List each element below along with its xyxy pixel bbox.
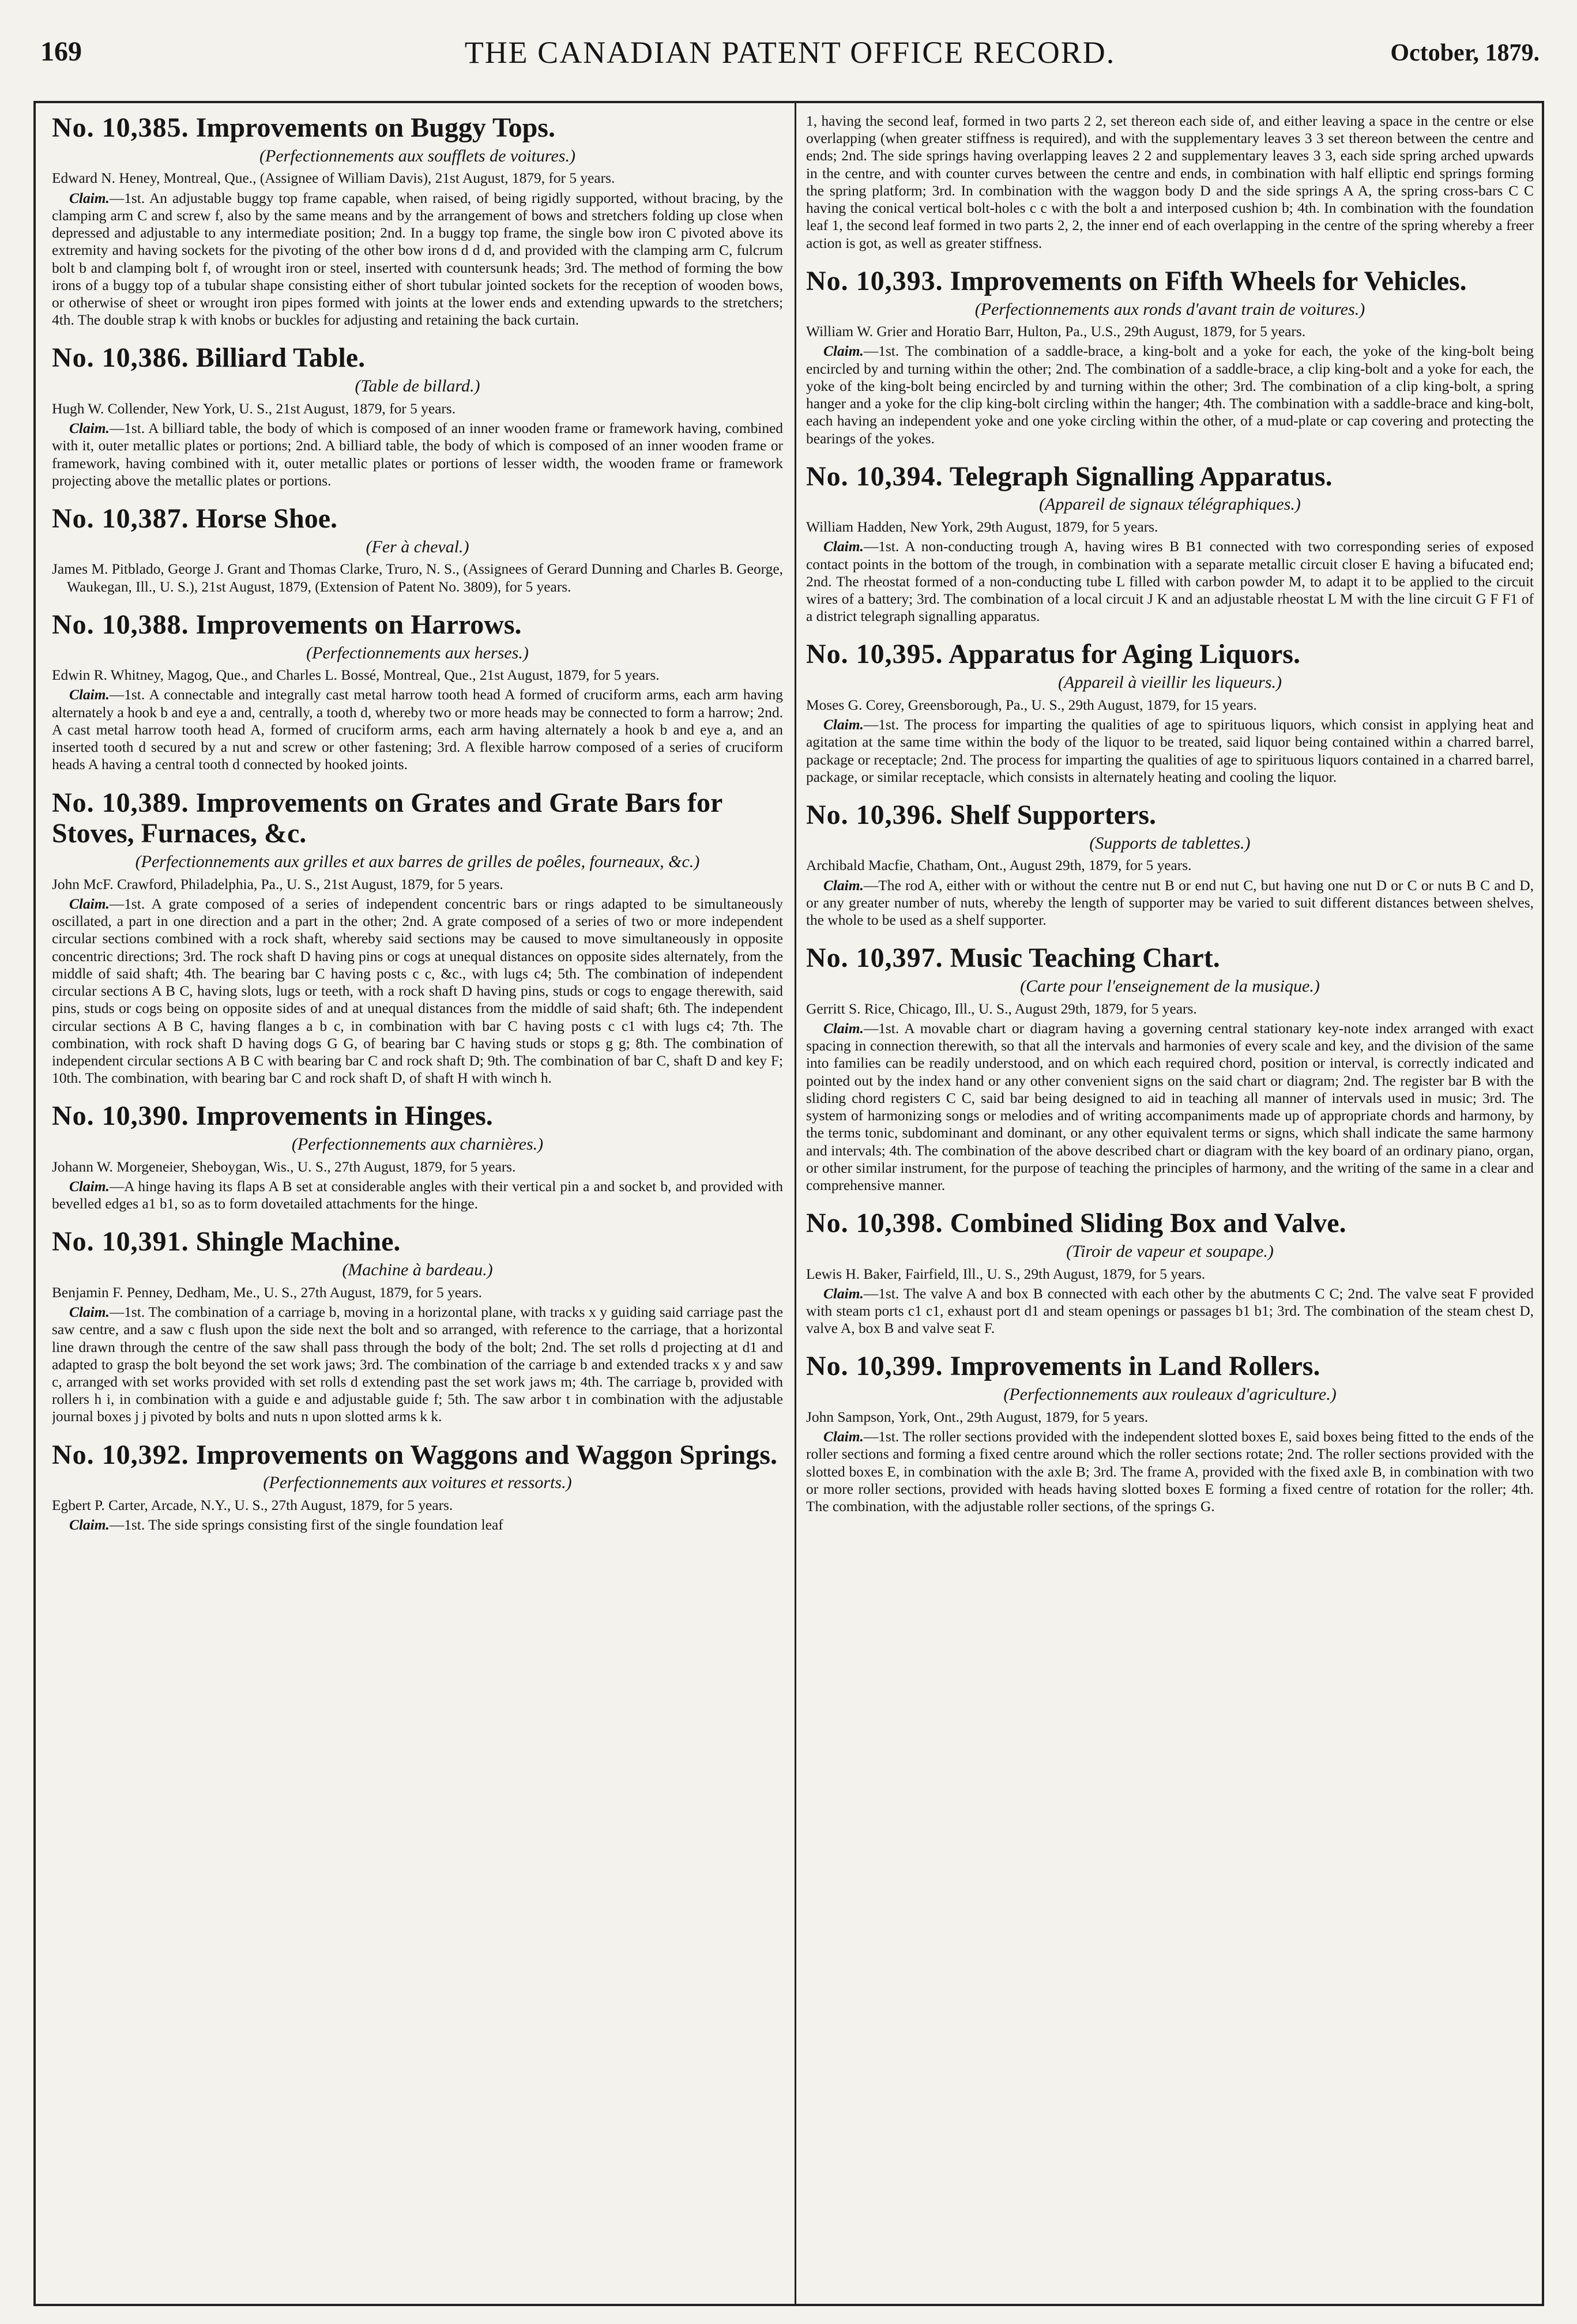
patent-number: No. 10,396. bbox=[806, 800, 943, 830]
column-divider bbox=[795, 103, 796, 2305]
patent-title: Apparatus for Aging Liquors. bbox=[949, 639, 1300, 670]
patent-number: No. 10,398. bbox=[806, 1208, 943, 1239]
patent-title: Combined Sliding Box and Valve. bbox=[950, 1208, 1346, 1239]
patent-title: Improvements on Fifth Wheels for Vehicles. bbox=[950, 265, 1467, 296]
claim-body: —1st. An adjustable buggy top frame capable, when raised, of being rigidly supported, without bracing, by the clamping arm C and screw f, also by the same means and by the arrangement of bows and stretchers folding up close when depressed and adjustable to any intermediate position; 2nd. In a buggy top frame, the single bow iron C pivoted above its extremity and having sockets for the pivoting of the other bow irons d d d, and provided with the clamping arm C, fulcrum bolt b and clamping bolt f, of wrought iron or steel, inserted with countersunk heads; 3rd. The method of forming the bow irons of a buggy top of a tubular shape consisting either of short tubular jointed sockets for the reception of wooden bows, or otherwise of sheet or wrought iron pipes formed with joints at the lower ends and extending upwards to the stretchers; 4th. The double strap k with knobs or buckles for adjusting and retaining the back curtain. bbox=[52, 190, 783, 329]
patentee: Egbert P. Carter, Arcade, N.Y., U. S., 27th August, 1879, for 5 years. bbox=[52, 1497, 453, 1514]
patent-title: Shelf Supporters. bbox=[950, 800, 1157, 830]
patent-entry bbox=[806, 112, 1534, 252]
patent-number: No. 10,399. bbox=[806, 1351, 943, 1382]
claim-label: Claim. bbox=[69, 1178, 110, 1195]
patent-title: Improvements in Land Rollers. bbox=[950, 1351, 1320, 1382]
claim-label: Claim. bbox=[823, 1285, 864, 1302]
patent-title: Improvements in Hinges. bbox=[195, 1101, 493, 1132]
claim-label: Claim. bbox=[823, 877, 864, 894]
claim-body: —1st. The roller sections provided with the independent slotted boxes E, said boxes being fitted to the ends of the roller sections and forming a fixed centre around which the roller sections rotate; 2nd. The roller sections provided with the slotted boxes E, in combination with the axle B; 3rd. The frame A, provided with the fixed axle B, in combination with two or more roller sections, provided with heads having slotted boxes E forming a fixed centre of rotation for the roller; 4th. The combination, with the adjustable roller sections, of the springs G. bbox=[806, 1429, 1534, 1515]
patent-heading bbox=[806, 639, 1534, 670]
patent-heading bbox=[806, 461, 1534, 492]
patent-number: No. 10,392. bbox=[52, 1439, 189, 1470]
patent-title: Shingle Machine. bbox=[195, 1226, 401, 1257]
patent-heading bbox=[52, 503, 783, 534]
claim-text bbox=[806, 342, 1534, 447]
claim-label: Claim. bbox=[823, 343, 864, 360]
patentee: Hugh W. Collender, New York, U. S., 21st August, 1879, for 5 years. bbox=[52, 400, 456, 417]
patent-number: No. 10,390. bbox=[52, 1101, 189, 1132]
claim-text bbox=[806, 1285, 1534, 1338]
french-title: (Supports de tablettes.) bbox=[1089, 833, 1251, 853]
patentee: Moses G. Corey, Greensborough, Pa., U. S., 29th August, 1879, for 15 years. bbox=[806, 696, 1257, 713]
page-number: 169 bbox=[40, 36, 82, 67]
patent-title: Improvements on Buggy Tops. bbox=[195, 112, 555, 143]
claim-text bbox=[52, 1178, 783, 1212]
claim-text bbox=[806, 1020, 1534, 1194]
patent-entry bbox=[52, 1101, 783, 1212]
patent-entry bbox=[52, 609, 783, 774]
french-title: (Perfectionnements aux grilles et aux barres de grilles de poêles, fourneaux, &c.) bbox=[135, 852, 700, 872]
claim-label: Claim. bbox=[69, 895, 110, 912]
claim-text bbox=[52, 1304, 783, 1426]
patentee: John Sampson, York, Ont., 29th August, 1879, for 5 years. bbox=[806, 1408, 1149, 1425]
page-header bbox=[40, 31, 1540, 71]
patent-entry bbox=[52, 342, 783, 489]
claim-body: —A hinge having its flaps A B set at considerable angles with their vertical pin a and socket b, and provided with bevelled edges a1 b1, so as to form dovetailed attachments for the hinge. bbox=[52, 1178, 783, 1212]
patent-heading bbox=[52, 1101, 783, 1132]
french-title: (Perfectionnements aux charnières.) bbox=[291, 1135, 544, 1154]
patentee: William Hadden, New York, 29th August, 1879, for 5 years. bbox=[806, 519, 1158, 536]
claim-body: —1st. A connectable and integrally cast metal harrow tooth head A formed of cruciform arms, each arm having alternately a hook b and eye a and, centrally, a tooth d, whereby two or more heads may be connected to form a harrow; 2nd. A cast metal harrow tooth head A, formed of cruciform arms, each arm having alternately a hook b and eye a, and an inserted tooth d secured by a nut and screw or other fastening; 3rd. A flexible harrow composed of a series of cruciform heads A having a central tooth d connected by hooked joints. bbox=[52, 687, 783, 773]
patentee: Gerritt S. Rice, Chicago, Ill., U. S., August 29th, 1879, for 5 years. bbox=[806, 1000, 1197, 1017]
claim-label: Claim. bbox=[823, 538, 864, 555]
patent-entry bbox=[52, 1226, 783, 1425]
patent-number: No. 10,395. bbox=[806, 639, 943, 670]
claim-body: —1st. The combination of a saddle-brace, a king-bolt and a yoke for each, the yoke of the king-bolt being encircled by and turning within the other; 2nd. The combination of a saddle-brace, a clip king-bolt and a yoke for each, the yoke of the king-bolt being encircled by and turning within the other; 3rd. The combination of a clip king-bolt, a spring hanger and a yoke for the clip king-bolt circling within the hanger; 4th. The combination with a saddle-brace and king-bolt, each having an independent yoke and one yoke circling within the other, of a mud-plate or cap covering and protecting the bearings of the yokes. bbox=[806, 343, 1534, 447]
claim-text bbox=[806, 877, 1534, 929]
claim-body: —1st. The valve A and box B connected with each other by the abutments C C; 2nd. The valve seat F provided with steam ports c1 c1, exhaust port d1 and steam openings or passages b1 b1; 3rd. The combination of the steam chest D, valve A, box B and valve seat F. bbox=[806, 1285, 1534, 1337]
issue-date: October, 1879. bbox=[1390, 40, 1540, 66]
patentee: James M. Pitblado, George J. Grant and Thomas Clarke, Truro, N. S., (Assignees of Gerard Dunning and Charles B. George, Waukegan, Ill., U. S.), 21st August, 1879, (Extension of Patent No. 3809), for 5 years. bbox=[52, 561, 783, 595]
french-title: (Perfectionnements aux voitures et ressorts.) bbox=[263, 1473, 572, 1493]
patent-entry bbox=[806, 639, 1534, 786]
french-title: (Appareil de signaux télégraphiques.) bbox=[1039, 495, 1301, 514]
publication-title: THE CANADIAN PATENT OFFICE RECORD. bbox=[464, 35, 1116, 70]
patent-number: No. 10,394. bbox=[806, 461, 943, 492]
french-title: (Appareil à vieillir les liqueurs.) bbox=[1058, 673, 1282, 692]
patent-entry bbox=[52, 1440, 783, 1534]
patent-title: Improvements on Grates and Grate Bars for Stoves, Furnaces, &c. bbox=[52, 787, 722, 849]
claim-label: Claim. bbox=[69, 420, 110, 437]
french-title: (Perfectionnements aux ronds d'avant train de voitures.) bbox=[974, 299, 1365, 319]
patent-number: No. 10,385. bbox=[52, 112, 189, 143]
claim-text bbox=[806, 112, 1534, 252]
patent-number: No. 10,391. bbox=[52, 1226, 189, 1257]
claim-body: —1st. A movable chart or diagram having a governing central stationary key-note index arranged with exact spacing in connection therewith, so that all the intervals and harmonies of every scale and key, and the division of the same into families can be readily understood, and on which each required chord, position or interval, is correctly indicated and pointed out by the index hand or any other convenient signs on the said chart or diagram; 2nd. The register bar B with the sliding chord registers C C, said bar being designed to aid in teaching all manner of intervals used in music; 3rd. The system of harmonizing songs or melodies and of writing accompaniments made up of appropriate chords and harmony, by the terms tonic, subdominant and dominant, or any other equivalent terms or signs, which shall indicate the same harmony and intervals; 4th. The combination of the above described chart or diagram with the key board of an ordinary piano, organ, or other similar instrument, for the purpose of teaching the principles of harmony, and the writing of the same in a clear and comprehensive manner. bbox=[806, 1020, 1534, 1193]
patent-number: No. 10,386. bbox=[52, 342, 189, 374]
patent-heading bbox=[806, 1351, 1534, 1382]
claim-body: —1st. A grate composed of a series of independent concentric bars or rings adapted to be simultaneously oscillated, a part in one direction and a part in the other; 2nd. A grate composed of a series of two or more independent circular sections combined with a rock shaft, whereby said sections may be caused to move simultaneously in opposite concentric directions; 3rd. The rock shaft D having pins or cogs at unequal distances on opposite sides alternately, from the middle of said shaft; 4th. The bearing bar C having posts c c, &c., with lugs c4; 5th. The combination of independent circular sections A B C, having slots, lugs or teeth, with a rock shaft D having pins, studs or cogs to engage therewith, said pins, studs or cogs being on opposite sides of and at unequal distances from the middle of said shaft; 6th. The independent circular sections A B C, having flanges a b c, in combination with bar C having posts c c1 with lugs c4; 7th. The combination, with rock shaft D having dogs G G, of bearing bar C having studs or stops g g; 8th. The combination of independent circular sections A B C with bearing bar C and rock shaft D; 9th. The combination of bar C, shaft D and key F; 10th. The combination, with bearing bar C and rock shaft D, of shaft H with winch h. bbox=[52, 895, 783, 1087]
claim-label: Claim. bbox=[69, 190, 110, 206]
french-title: (Fer à cheval.) bbox=[366, 537, 469, 556]
french-title: (Machine à bardeau.) bbox=[342, 1260, 493, 1280]
claim-label: Claim. bbox=[69, 687, 110, 703]
right-column bbox=[806, 112, 1534, 2297]
patent-entry bbox=[52, 112, 783, 329]
claim-body: —1st. The process for imparting the qualities of age to spirituous liquors, which consist in applying heat and agitation at the same time within the body of the liquor to be treated, said liquor being contained within a charred barrel, package or receptacle; 2nd. The process for imparting the qualities of age to spirituous liquors contained in a charred barrel, package, or similar receptacle, which consists in alternately heating and cooling the liquor. bbox=[806, 717, 1534, 785]
patent-entry bbox=[806, 1351, 1534, 1515]
claim-label: Claim. bbox=[69, 1517, 110, 1534]
claim-text bbox=[806, 538, 1534, 625]
claim-text bbox=[52, 895, 783, 1087]
claim-label: Claim. bbox=[69, 1304, 110, 1321]
claim-label: Claim. bbox=[823, 1020, 864, 1037]
patent-number: No. 10,387. bbox=[52, 503, 189, 534]
patent-heading bbox=[52, 609, 783, 641]
claim-body: —The rod A, either with or without the centre nut B or end nut C, but having one nut D or C or nuts B C and D, or any greater number of nuts, whereby the length of supporter may be varied to suit different distances between shelves, the whole to be used as a shelf supporter. bbox=[806, 877, 1534, 929]
claim-text bbox=[52, 190, 783, 329]
french-title: (Carte pour l'enseignement de la musique.) bbox=[1020, 977, 1320, 996]
patentee: Benjamin F. Penney, Dedham, Me., U. S., 27th August, 1879, for 5 years. bbox=[52, 1284, 482, 1301]
patentee: Edward N. Heney, Montreal, Que., (Assignee of William Davis), 21st August, 1879, for 5 years. bbox=[52, 170, 615, 187]
claim-body: —1st. A non-conducting trough A, having wires B B1 connected with two corresponding series of exposed contact points in the bottom of the trough, in combination with a separate metallic circuit closer E having a bifucated end; 2nd. The rheostat formed of a non-conducting tube L filled with carbon powder M, to adapt it to be applied to the circuit wires of a battery; 3rd. The combination of a local circuit J K and an adjustable rheostat L M with the line circuit G F F1 of a district telegraph signalling apparatus. bbox=[806, 538, 1534, 625]
patent-entry bbox=[52, 788, 783, 1087]
claim-body: —1st. The side springs consisting first of the single foundation leaf bbox=[109, 1517, 503, 1534]
left-column bbox=[52, 112, 783, 2297]
patentee: William W. Grier and Horatio Barr, Hulton, Pa., U.S., 29th August, 1879, for 5 years. bbox=[806, 323, 1306, 340]
patent-title: Billiard Table. bbox=[195, 342, 366, 374]
claim-body: —1st. The combination of a carriage b, moving in a horizontal plane, with tracks x y guiding said carriage past the saw centre, and a saw c flush upon the side next the bolt and so arranged, with reference to the carriage, that a horizontal line drawn through the centre of the saw shall pass through the body of the bolt; 2nd. The set rolls d projecting at d1 and adapted to grasp the bolt beyond the set work jaws; 3rd. The combination of the carriage b and extended tracks x y and saw c, arranged with set works provided with set rolls d extending past the set work jaws m; 4th. The carriage b, provided with rollers h i, in combination with a guide e and adjustable guide f; 5th. The saw arbor t in combination with the adjustable journal boxes j j pivoted by bolts and nuts n upon slotted arms k k. bbox=[52, 1304, 783, 1425]
french-title: (Tiroir de vapeur et soupape.) bbox=[1066, 1241, 1274, 1261]
claim-label: Claim. bbox=[823, 1429, 864, 1445]
patent-heading bbox=[52, 1226, 783, 1257]
patent-number: No. 10,393. bbox=[806, 265, 943, 296]
claim-body: —1st. A billiard table, the body of which is composed of an inner wooden frame or framework having, combined with it, outer metallic plates or portions; 2nd. A billiard table, the body of which is composed of an inner wooden frame or framework, having combined with it, outer metallic plates or portions of lesser width, the wooden frame or framework projecting above the metallic plates or portions. bbox=[52, 420, 783, 489]
patent-heading bbox=[806, 266, 1534, 297]
patent-heading bbox=[52, 342, 783, 374]
french-title: (Table de billard.) bbox=[355, 376, 480, 396]
patentee: John McF. Crawford, Philadelphia, Pa., U. S., 21st August, 1879, for 5 years. bbox=[52, 876, 503, 892]
patent-heading bbox=[806, 800, 1534, 831]
patent-title: Music Teaching Chart. bbox=[950, 943, 1220, 974]
claim-body: 1, having the second leaf, formed in two parts 2 2, set thereon each side of, and either leaving a space in the centre or else overlapping (when greater stiffness is required), and with the supplementary leaves 3 3 set thereon between the centre and ends; 2nd. The side springs having overlapping leaves 2 2 and supplementary leaves 3 3, each side spring arched upwards in the centre, and with counter curves between the centre and ends, in combination with half elliptic end springs forming the spring platform; 3rd. In combination with the waggon body D and the side springs A A, the spring cross-bars C C having the conical vertical bolt-holes c c with the bolt a and interposed cushion b; 4th. In combination with the foundation leaf 1, the second leaf formed in two parts 2, 2, the inner end of each overlapping in the centre of the spring whereby a freer action is got, as well as greater stiffness. bbox=[806, 113, 1534, 251]
patent-heading bbox=[806, 1208, 1534, 1239]
patent-entry bbox=[806, 461, 1534, 626]
patent-title: Horse Shoe. bbox=[195, 503, 337, 534]
patent-number: No. 10,389. bbox=[52, 787, 189, 818]
patentee: Edwin R. Whitney, Magog, Que., and Charles L. Bossé, Montreal, Que., 21st August, 1879, for 5 years. bbox=[52, 667, 660, 684]
patent-entry bbox=[806, 266, 1534, 447]
claim-text bbox=[52, 1516, 783, 1534]
patent-number: No. 10,388. bbox=[52, 609, 189, 640]
patent-title: Telegraph Signalling Apparatus. bbox=[949, 461, 1333, 492]
patent-heading bbox=[52, 788, 783, 850]
patent-entry bbox=[806, 943, 1534, 1194]
claim-text bbox=[52, 686, 783, 773]
claim-text bbox=[806, 1428, 1534, 1515]
patentee: Johann W. Morgeneier, Sheboygan, Wis., U. S., 27th August, 1879, for 5 years. bbox=[52, 1158, 516, 1175]
french-title: (Perfectionnements aux herses.) bbox=[306, 643, 529, 662]
patent-title: Improvements on Waggons and Waggon Springs. bbox=[195, 1439, 777, 1470]
french-title: (Perfectionnements aux soufflets de voitures.) bbox=[259, 146, 575, 165]
patent-entry bbox=[52, 503, 783, 596]
claim-text bbox=[806, 716, 1534, 786]
patent-entry bbox=[806, 800, 1534, 929]
patent-entry bbox=[806, 1208, 1534, 1337]
patentee: Lewis H. Baker, Fairfield, Ill., U. S., 29th August, 1879, for 5 years. bbox=[806, 1265, 1206, 1282]
french-title: (Perfectionnements aux rouleaux d'agriculture.) bbox=[1003, 1385, 1337, 1404]
claim-text bbox=[52, 420, 783, 489]
patent-heading bbox=[806, 943, 1534, 974]
patentee: Archibald Macfie, Chatham, Ont., August 29th, 1879, for 5 years. bbox=[806, 857, 1192, 874]
patent-heading bbox=[52, 112, 783, 144]
patent-number: No. 10,397. bbox=[806, 943, 943, 974]
patent-title: Improvements on Harrows. bbox=[195, 609, 522, 640]
claim-label: Claim. bbox=[823, 717, 864, 733]
patent-heading bbox=[52, 1440, 783, 1471]
